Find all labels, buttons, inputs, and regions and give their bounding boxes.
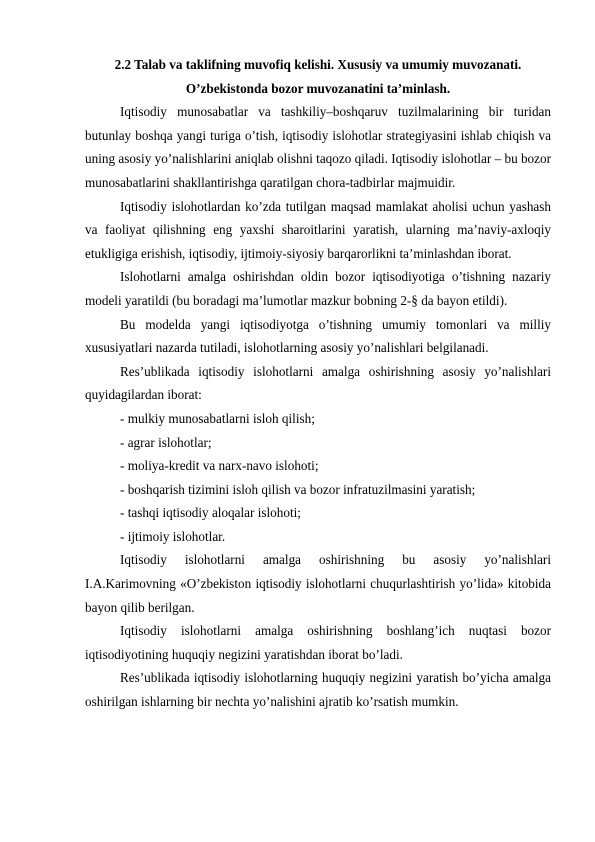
paragraph-6: Iqtisodiy islohotlarni amalga oshirishning bu asosiy yo’nalishlari I.A.Karimovning «O’zbekiston iqtisodiy islohotlarni chuqurlashtirish yo’lida» kitobida bayon qilib berilgan.	[85, 552, 551, 615]
document-page	[85, 53, 551, 714]
paragraph-5: Res’ublikada iqtisodiy islohotlarni amalga oshirishning asosiy yo’nalishlari quyidagilardan iborat:	[85, 363, 551, 403]
list-item: - mulkiy munosabatlarni isloh qilish;	[120, 410, 315, 426]
paragraph-4: Bu modelda yangi iqtisodiyotga o’tishning umumiy tomonlari va milliy xususiyatlari nazarda tutiladi, islohotlarning asosiy yo’nalishlari belgilanadi.	[85, 316, 551, 356]
list-item: - ijtimoiy islohotlar.	[120, 528, 226, 544]
paragraph-3: Islohotlarni amalga oshirishdan oldin bozor iqtisodiyotiga o’tishning nazariy modeli yaratildi (bu boradagi ma’lumotlar mazkur bobning 2-§ da bayon etildi).	[85, 269, 551, 308]
paragraph-2: Iqtisodiy islohotlardan ko’zda tutilgan maqsad mamlakat aholisi uchun yashash va faoliyat qilishning eng yaxshi sharoitlarini yaratish, ularning ma’naviy-axloqiy etukligiga erishish, iqtisodiy, ijtimoiy-siyosiy barqarorlikni ta’minlashdan iborat.	[85, 198, 551, 261]
list-item: - tashqi iqtisodiy aloqalar islohoti;	[120, 505, 301, 521]
section-heading-line-1: 2.2 Talab va taklifning muvofiq kelishi. Xususiy va umumiy muvozanati.	[114, 57, 522, 72]
paragraph-8: Res’ublikada iqtisodiy islohotlarning huquqiy negizini yaratish bo’yicha amalga oshirilgan ishlarning bir nechta yo’nalishini ajratib ko’rsatish mumkin.	[85, 670, 551, 710]
paragraph-1: Iqtisodiy munosabatlar va tashkiliy–boshqaruv tuzilmalarining bir turidan butunlay boshqa yangi turiga o’tish, iqtisodiy islohotlar strategiyasini ishlab chiqish va uning asosiy yo’nalishlarini aniqlab olishni taqozo qiladi. Iqtisodiy islohotlar – bu bozor munosabatlarini shakllantirishga qaratilgan chora-tadbirlar majmuidir.	[85, 104, 551, 190]
list-item: - moliya-kredit va narx-navo islohoti;	[120, 458, 319, 474]
paragraph-7: Iqtisodiy islohotlarni amalga oshirishning boshlang’ich nuqtasi bozor iqtisodiyotining huquqiy negizini yaratishdan iborat bo’ladi.	[85, 623, 551, 662]
list-item: - agrar islohotlar;	[120, 434, 212, 450]
section-heading-line-2: O’zbekistonda bozor muvozanatini ta’minlash.	[185, 80, 451, 96]
list-item: - boshqarish tizimini isloh qilish va bozor infratuzilmasini yaratish;	[120, 481, 476, 497]
